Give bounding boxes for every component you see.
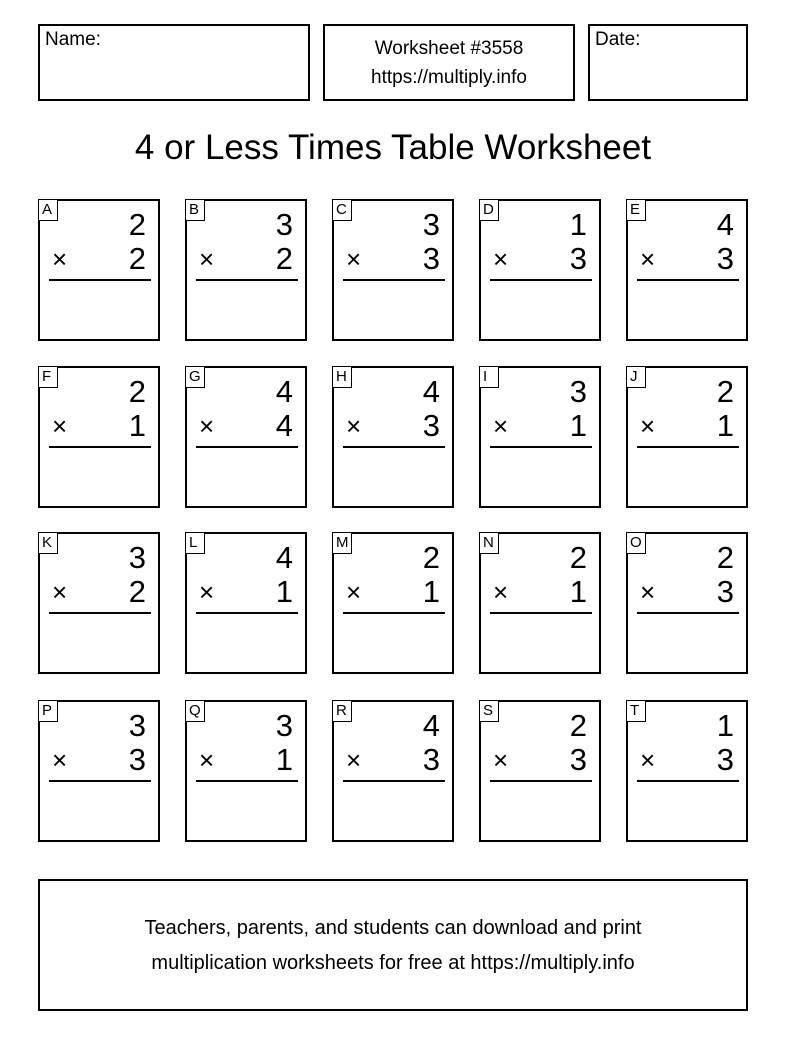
multiplicand: 3 bbox=[128, 540, 146, 575]
multiplier: 2 bbox=[128, 574, 146, 609]
multiplicand: 2 bbox=[716, 374, 734, 409]
problem-card[interactable] bbox=[38, 700, 160, 842]
name-label: Name: bbox=[45, 29, 101, 50]
problem-letter: C bbox=[332, 199, 352, 221]
multiply-sign: × bbox=[640, 244, 656, 274]
multiply-sign: × bbox=[493, 411, 509, 441]
multiply-sign: × bbox=[493, 745, 509, 775]
answer-rule bbox=[343, 612, 445, 614]
problem-card[interactable] bbox=[38, 532, 160, 674]
answer-rule bbox=[49, 612, 151, 614]
answer-rule bbox=[196, 446, 298, 448]
problem-card[interactable] bbox=[626, 366, 748, 508]
multiply-sign: × bbox=[199, 244, 215, 274]
multiply-sign: × bbox=[52, 745, 68, 775]
multiplicand: 1 bbox=[569, 207, 587, 242]
multiplicand: 2 bbox=[569, 708, 587, 743]
answer-rule bbox=[637, 446, 739, 448]
problem-card[interactable] bbox=[332, 700, 454, 842]
multiplier: 1 bbox=[569, 408, 587, 443]
multiplier: 2 bbox=[275, 241, 293, 276]
multiplier: 1 bbox=[716, 408, 734, 443]
problem-card[interactable] bbox=[479, 366, 601, 508]
answer-rule bbox=[490, 446, 592, 448]
answer-rule bbox=[490, 780, 592, 782]
name-field[interactable] bbox=[38, 24, 310, 101]
problem-letter: F bbox=[38, 366, 58, 388]
answer-rule bbox=[49, 279, 151, 281]
problem-card[interactable] bbox=[332, 199, 454, 341]
problem-card[interactable] bbox=[332, 366, 454, 508]
date-label: Date: bbox=[595, 29, 641, 50]
multiplicand: 4 bbox=[716, 207, 734, 242]
problem-card[interactable] bbox=[479, 700, 601, 842]
answer-rule bbox=[343, 279, 445, 281]
multiplicand: 4 bbox=[275, 374, 293, 409]
problem-card[interactable] bbox=[38, 366, 160, 508]
problem-letter: R bbox=[332, 700, 352, 722]
multiply-sign: × bbox=[199, 577, 215, 607]
multiplier: 3 bbox=[569, 241, 587, 276]
multiply-sign: × bbox=[52, 577, 68, 607]
problem-letter: K bbox=[38, 532, 58, 554]
multiply-sign: × bbox=[346, 745, 362, 775]
answer-rule bbox=[343, 446, 445, 448]
multiplicand: 2 bbox=[569, 540, 587, 575]
problem-letter: H bbox=[332, 366, 352, 388]
problem-letter: O bbox=[626, 532, 646, 554]
multiplicand: 2 bbox=[128, 207, 146, 242]
problem-letter: D bbox=[479, 199, 499, 221]
answer-rule bbox=[637, 612, 739, 614]
multiplicand: 2 bbox=[128, 374, 146, 409]
problem-letter: B bbox=[185, 199, 205, 221]
multiplicand: 3 bbox=[275, 708, 293, 743]
multiplicand: 4 bbox=[422, 374, 440, 409]
problem-letter: Q bbox=[185, 700, 205, 722]
multiply-sign: × bbox=[346, 577, 362, 607]
multiplier: 3 bbox=[716, 742, 734, 777]
problem-letter: S bbox=[479, 700, 499, 722]
multiplicand: 2 bbox=[422, 540, 440, 575]
problem-letter: A bbox=[38, 199, 58, 221]
multiplier: 1 bbox=[128, 408, 146, 443]
multiplier: 3 bbox=[128, 742, 146, 777]
multiplier: 1 bbox=[569, 574, 587, 609]
multiplicand: 3 bbox=[422, 207, 440, 242]
problem-letter: N bbox=[479, 532, 499, 554]
multiplier: 3 bbox=[716, 241, 734, 276]
answer-rule bbox=[49, 780, 151, 782]
multiply-sign: × bbox=[199, 745, 215, 775]
multiplicand: 2 bbox=[716, 540, 734, 575]
worksheet-url: https://multiply.info bbox=[371, 67, 527, 88]
problem-card[interactable] bbox=[479, 199, 601, 341]
multiply-sign: × bbox=[640, 745, 656, 775]
problem-card[interactable] bbox=[38, 199, 160, 341]
multiply-sign: × bbox=[346, 244, 362, 274]
answer-rule bbox=[196, 612, 298, 614]
problem-card[interactable] bbox=[626, 700, 748, 842]
answer-rule bbox=[637, 279, 739, 281]
date-field[interactable] bbox=[588, 24, 748, 101]
answer-rule bbox=[49, 446, 151, 448]
problem-letter: T bbox=[626, 700, 646, 722]
multiplier: 3 bbox=[422, 742, 440, 777]
footer-note bbox=[38, 879, 748, 1011]
multiply-sign: × bbox=[52, 411, 68, 441]
multiplier: 3 bbox=[422, 241, 440, 276]
multiplier: 1 bbox=[275, 574, 293, 609]
multiplicand: 4 bbox=[275, 540, 293, 575]
multiplier: 3 bbox=[569, 742, 587, 777]
multiplier: 4 bbox=[275, 408, 293, 443]
answer-rule bbox=[196, 279, 298, 281]
multiply-sign: × bbox=[52, 244, 68, 274]
multiplier: 1 bbox=[275, 742, 293, 777]
multiply-sign: × bbox=[346, 411, 362, 441]
problem-card[interactable] bbox=[332, 532, 454, 674]
problem-card[interactable] bbox=[626, 199, 748, 341]
page-title: 4 or Less Times Table Worksheet bbox=[134, 128, 652, 167]
multiplier: 3 bbox=[716, 574, 734, 609]
answer-rule bbox=[490, 612, 592, 614]
problem-letter: E bbox=[626, 199, 646, 221]
problem-letter: M bbox=[332, 532, 352, 554]
answer-rule bbox=[196, 780, 298, 782]
footer-line-2: multiplication worksheets for free at https://multiply.info bbox=[151, 952, 635, 974]
worksheet-number: Worksheet #3558 bbox=[374, 38, 524, 59]
problem-card[interactable] bbox=[185, 366, 307, 508]
problem-card[interactable] bbox=[185, 700, 307, 842]
problem-letter: G bbox=[185, 366, 205, 388]
problem-card[interactable] bbox=[626, 532, 748, 674]
problem-card[interactable] bbox=[185, 199, 307, 341]
problem-letter: L bbox=[185, 532, 205, 554]
multiply-sign: × bbox=[493, 577, 509, 607]
answer-rule bbox=[343, 780, 445, 782]
multiplicand: 3 bbox=[569, 374, 587, 409]
multiply-sign: × bbox=[640, 411, 656, 441]
multiplicand: 4 bbox=[422, 708, 440, 743]
worksheet-info-box bbox=[323, 24, 575, 101]
multiplicand: 3 bbox=[128, 708, 146, 743]
problem-letter: I bbox=[479, 366, 499, 388]
multiply-sign: × bbox=[199, 411, 215, 441]
problem-card[interactable] bbox=[479, 532, 601, 674]
problem-card[interactable] bbox=[185, 532, 307, 674]
problem-letter: J bbox=[626, 366, 646, 388]
problem-letter: P bbox=[38, 700, 58, 722]
multiplicand: 1 bbox=[716, 708, 734, 743]
multiply-sign: × bbox=[640, 577, 656, 607]
answer-rule bbox=[637, 780, 739, 782]
multiplicand: 3 bbox=[275, 207, 293, 242]
answer-rule bbox=[490, 279, 592, 281]
multiply-sign: × bbox=[493, 244, 509, 274]
multiplier: 3 bbox=[422, 408, 440, 443]
multiplier: 2 bbox=[128, 241, 146, 276]
footer-line-1: Teachers, parents, and students can download and print bbox=[144, 917, 642, 939]
multiplier: 1 bbox=[422, 574, 440, 609]
